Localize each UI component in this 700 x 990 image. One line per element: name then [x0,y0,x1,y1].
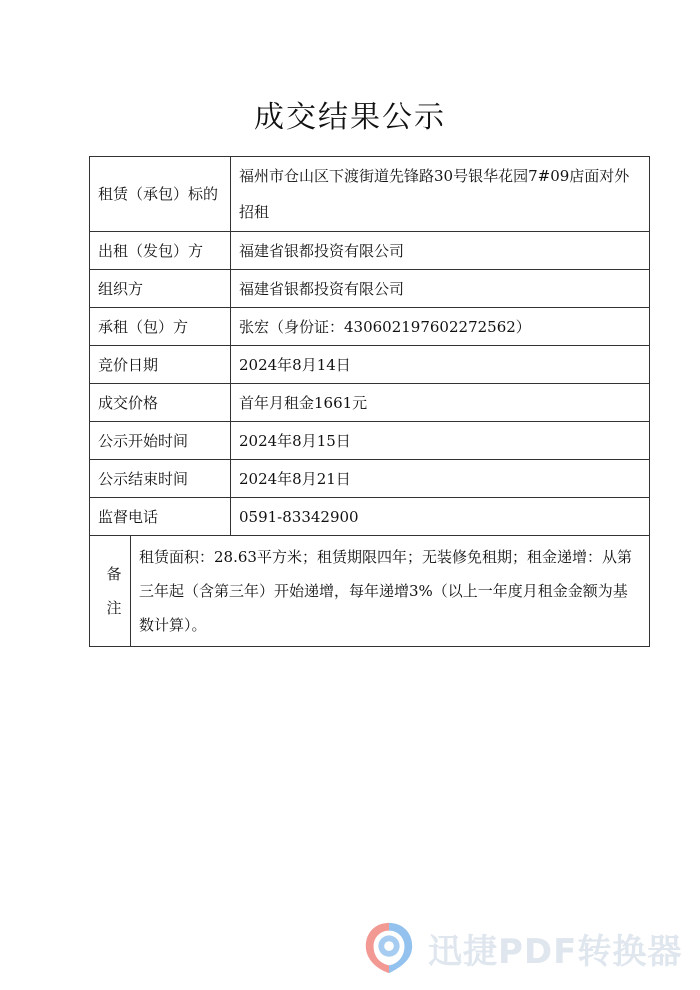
notes-label-char: 备 [106,565,122,583]
table-row-bid-date [90,346,650,384]
notes-text: 租赁面积：28.63平方米；租赁期限四年；无装修免租期；租金递增：从第三年起（含第三年）开始递增，每年递增3%（以上一年度月租金金额为基数计算）。 [139,548,632,634]
row-value: 福州市仓山区下渡街道先锋路30号银华花园7#09店面对外招租 [231,157,650,232]
row-value: 2024年8月14日 [231,346,650,384]
table-row-lessor [90,232,650,270]
row-label: 公示开始时间 [90,422,231,460]
row-label: 出租（发包）方 [90,232,231,270]
table-row-price [90,384,650,422]
watermark [360,918,682,978]
row-label: 组织方 [90,270,231,308]
row-value: 2024年8月15日 [231,422,650,460]
watermark-text: 迅捷PDF转换器 [428,931,683,972]
row-label: 监督电话 [90,498,231,536]
notes-cell [90,536,650,647]
row-label: 承租（包）方 [90,308,231,346]
notes-label-char: 注 [106,599,122,617]
row-value: 0591-83342900 [231,498,650,536]
pdf-converter-logo-icon [360,919,418,977]
row-value: 福建省银都投资有限公司 [231,270,650,308]
notes-label [98,536,131,646]
table-row-publicity-end [90,460,650,498]
row-value: 福建省银都投资有限公司 [231,232,650,270]
result-table [89,156,650,647]
row-value: 2024年8月21日 [231,460,650,498]
row-label: 成交价格 [90,384,231,422]
row-label: 租赁（承包）标的 [90,157,231,232]
page-title: 成交结果公示 [254,100,446,135]
row-value: 首年月租金1661元 [231,384,650,422]
table-row-notes [90,536,650,647]
table-row-lessee [90,308,650,346]
table-row-hotline [90,498,650,536]
table-row-subject [90,157,650,232]
row-label: 公示结束时间 [90,460,231,498]
table-row-organizer [90,270,650,308]
row-label: 竞价日期 [90,346,231,384]
row-value: 张宏（身份证：430602197602272562） [231,308,650,346]
table-row-publicity-start [90,422,650,460]
